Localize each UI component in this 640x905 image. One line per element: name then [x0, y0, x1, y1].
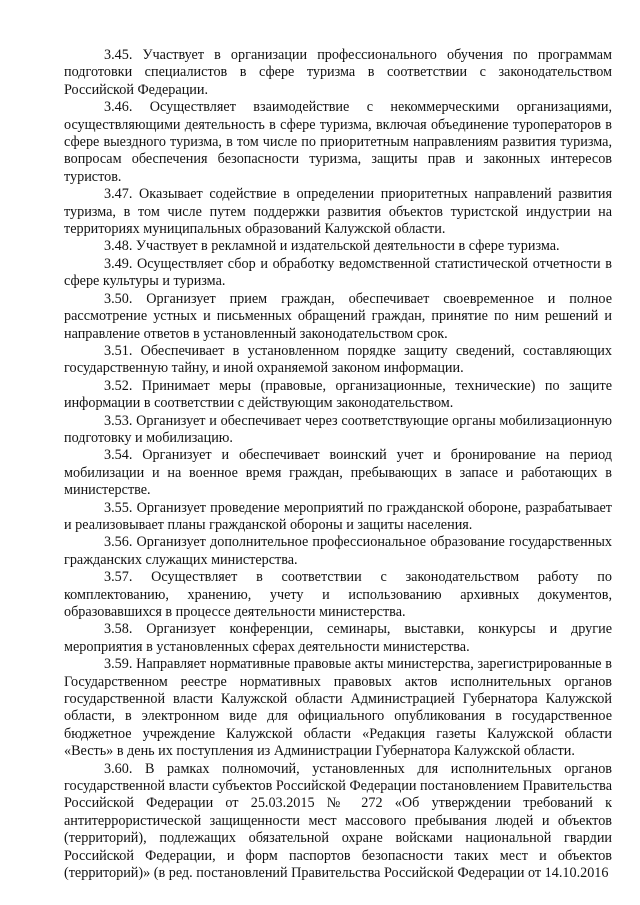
paragraph-3-47: 3.47. Оказывает содействие в определении приоритетных направлений развития туризма, в том числе путем поддержки развития объектов туристской индустрии на территориях муниципальных образований Калужской области.	[64, 186, 612, 238]
paragraph-3-59: 3.59. Направляет нормативные правовые акты министерства, зарегистрированные в Государственном реестре нормативных правовых актов исполнительных органов государственной власти Калужской области Администрацией Губернатора Калужской области, в электронном виде для официального опубликования в государственное бюджетное учреждение Калужской области «Редакция газеты Калужской области «Весть» в день их поступления из Администрации Губернатора Калужской области.	[64, 656, 612, 760]
document-body	[64, 47, 612, 883]
paragraph-3-53: 3.53. Организует и обеспечивает через соответствующие органы мобилизационную подготовку и мобилизацию.	[64, 412, 612, 446]
paragraph-3-52: 3.52. Принимает меры (правовые, организационные, технические) по защите информации в соответствии с действующим законодательством.	[64, 377, 612, 412]
paragraph-3-45: 3.45. Участвует в организации профессионального обучения по программам подготовки специалистов в сфере туризма в соответствии с законодательством Российской Федерации.	[64, 47, 612, 98]
paragraph-3-58: 3.58. Организует конференции, семинары, выставки, конкурсы и другие мероприятия в установленных сферах деятельности министерства.	[64, 621, 612, 655]
paragraph-3-49: 3.49. Осуществляет сбор и обработку ведомственной статистической отчетности в сфере культуры и туризма.	[64, 255, 612, 290]
paragraph-3-51: 3.51. Обеспечивает в установленном порядке защиту сведений, составляющих государственную тайну, и иной охраняемой законом информации.	[64, 342, 612, 377]
paragraph-3-54: 3.54. Организует и обеспечивает воинский учет и бронирование на период мобилизации и на военное время граждан, пребывающих в запасе и работающих в министерстве.	[64, 447, 612, 499]
paragraph-3-60: 3.60. В рамках полномочий, установленных для исполнительных органов государственной власти субъектов Российской Федерации постановлением Правительства Российской Федерации от 25.03.2015 № 272 «Об утверждении требований к антитеррористической защищенности мест массового пребывания людей и объектов (территорий), подлежащих обязательной охране войсками национальной гвардии Российской Федерации, и форм паспортов безопасности таких мест и объектов (территорий)» (в ред. постановлений Правительства Российской Федерации от 14.10.2016	[64, 760, 612, 882]
paragraph-3-55: 3.55. Организует проведение мероприятий по гражданской обороне, разрабатывает и реализовывает планы гражданской обороны и защиты населения.	[64, 499, 612, 533]
paragraph-3-50: 3.50. Организует прием граждан, обеспечивает своевременное и полное рассмотрение устных и письменных обращений граждан, принятие по ним решений и направление ответов в установленный законодательством срок.	[64, 290, 612, 342]
paragraph-3-46: 3.46. Осуществляет взаимодействие с некоммерческими организациями, осуществляющими деятельность в сфере туризма, включая объединение туроператоров в сфере выездного туризма, в том числе по приоритетным направлениям развития туризма, вопросам обеспечения безопасности туризма, защиты прав и законных интересов туристов.	[64, 99, 612, 185]
paragraph-3-48: 3.48. Участвует в рекламной и издательской деятельности в сфере туризма.	[104, 238, 560, 255]
paragraph-3-56: 3.56. Организует дополнительное профессиональное образование государственных гражданских служащих министерства.	[64, 534, 612, 568]
paragraph-3-57: 3.57. Осуществляет в соответствии с законодательством работу по комплектованию, хранению, учету и использованию архивных документов, образовавшихся в процессе деятельности министерства.	[64, 569, 612, 620]
